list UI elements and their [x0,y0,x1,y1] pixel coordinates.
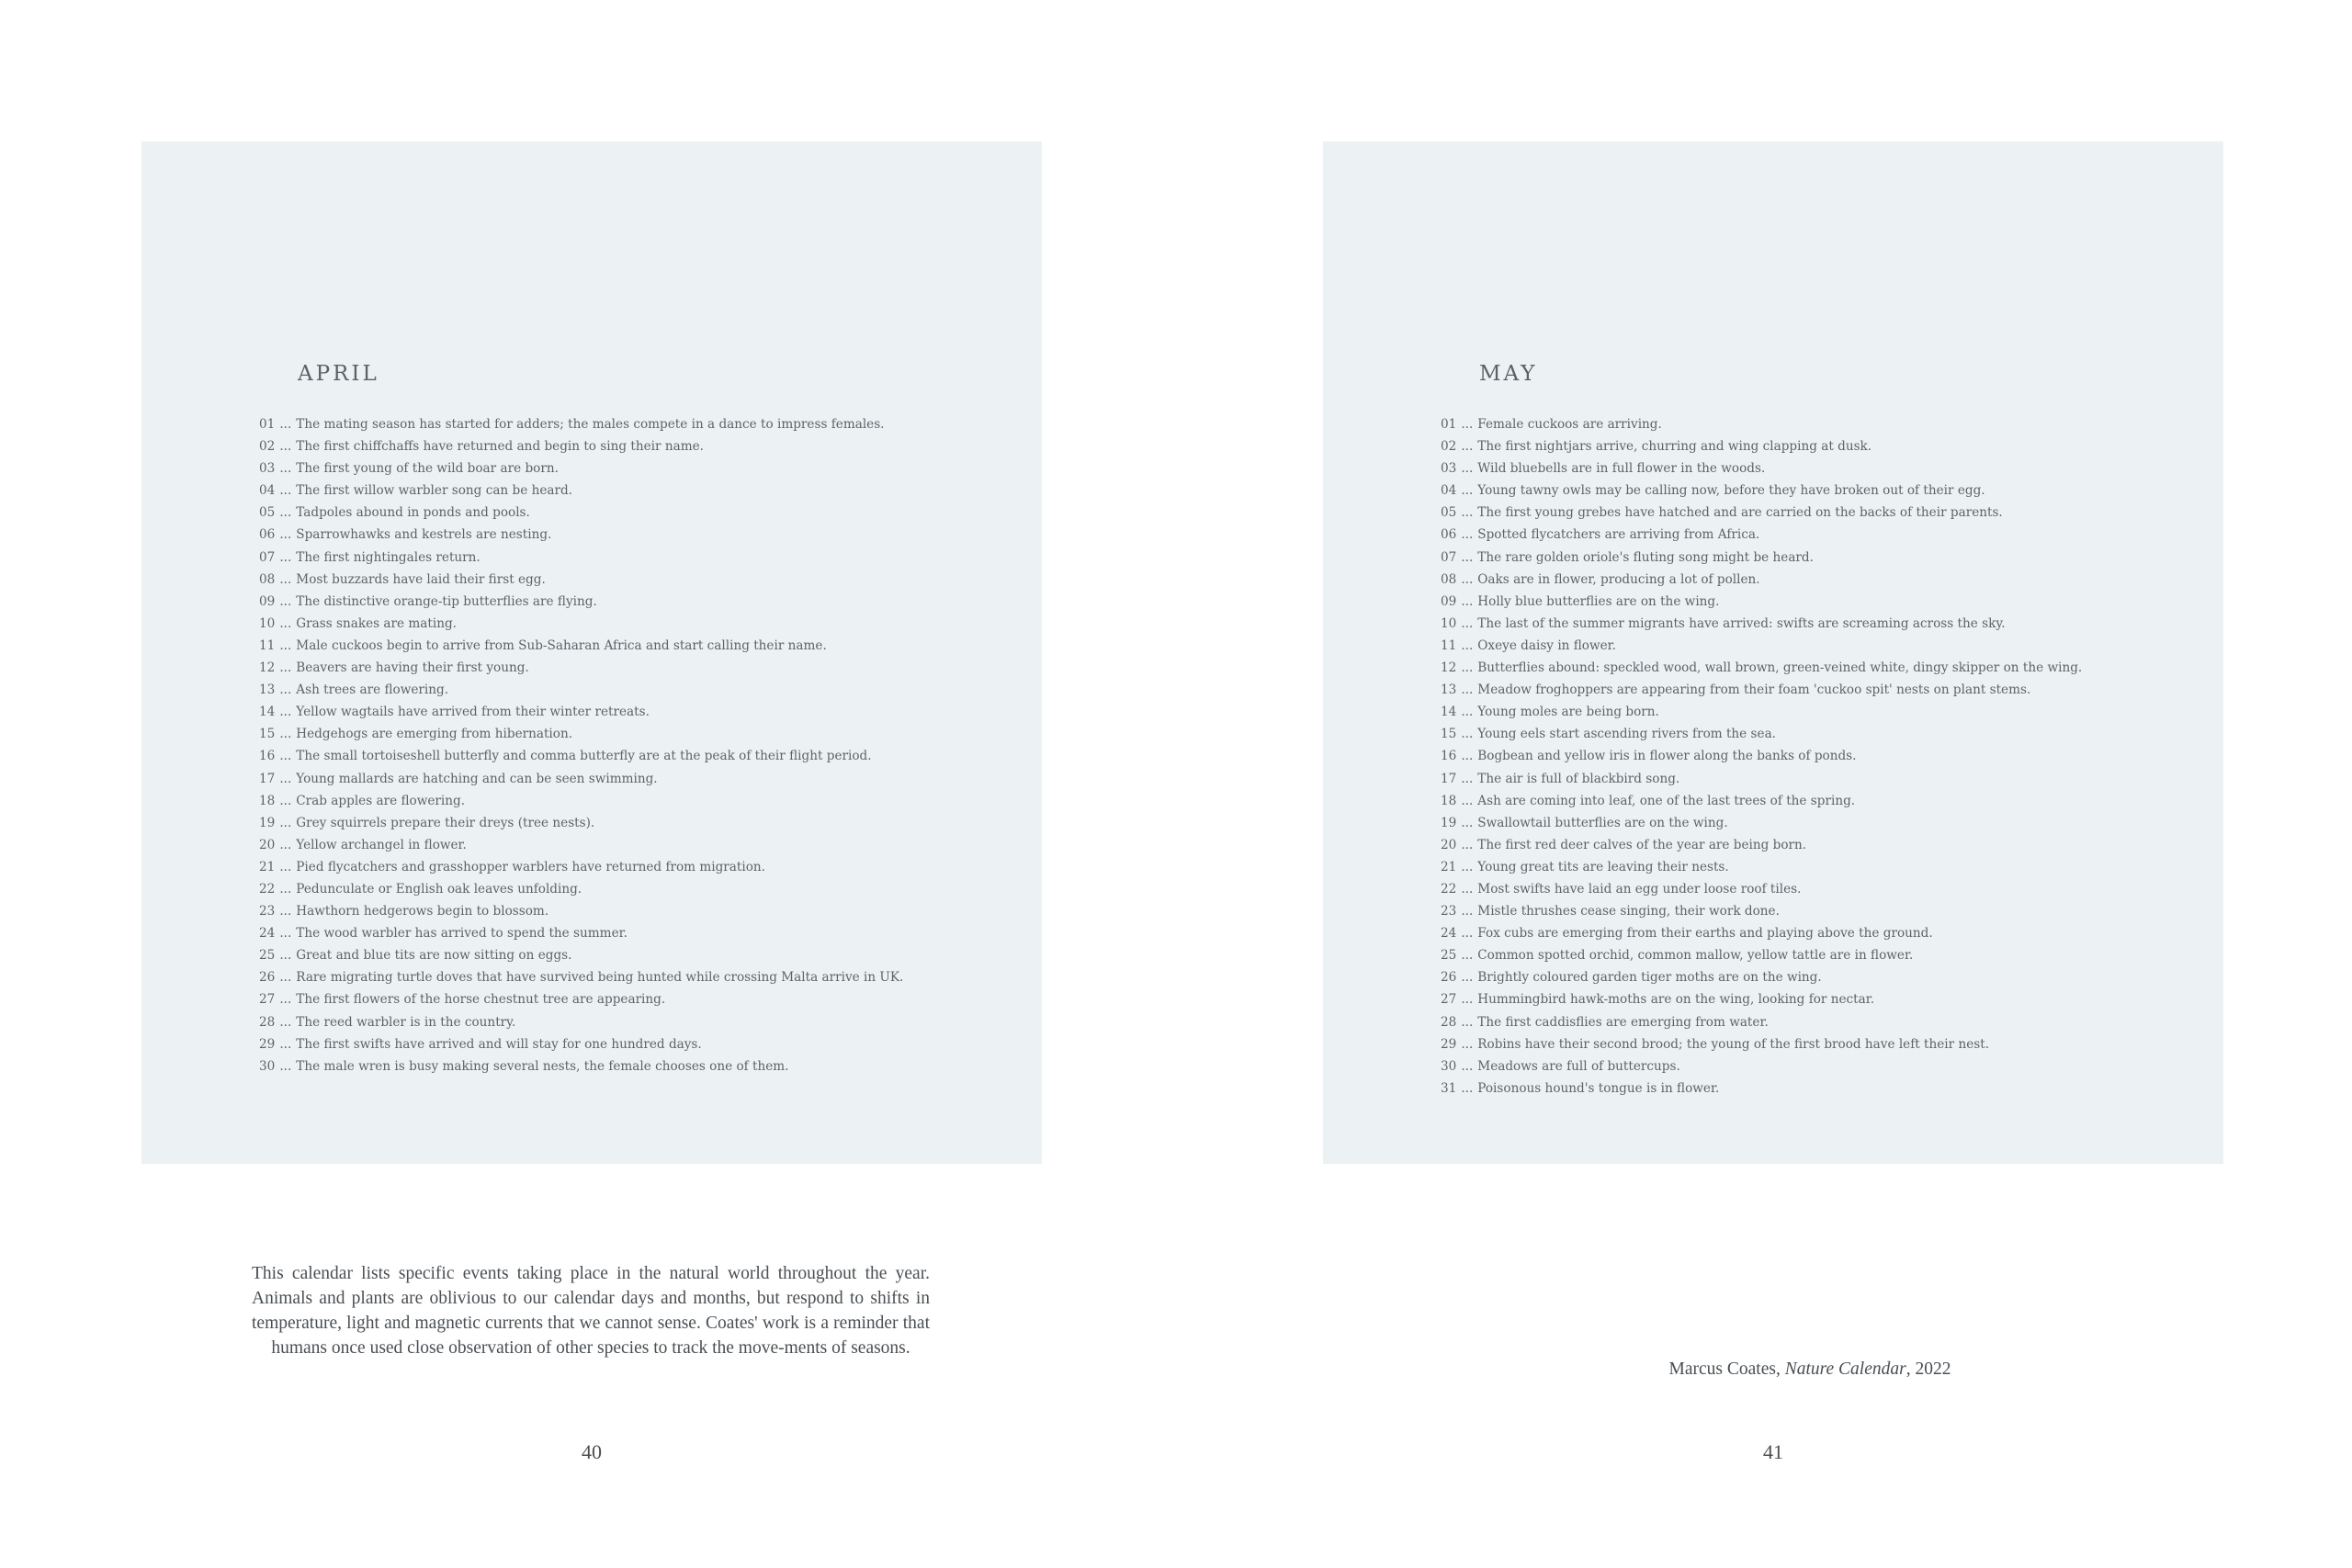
entry-separator: ... [279,727,292,742]
calendar-entry [259,1055,903,1077]
entry-day-number: 19 [259,815,276,830]
entry-text: The first young of the wild boar are born. [296,461,559,477]
entry-separator: ... [279,992,292,1008]
entry-separator: ... [279,1036,292,1052]
calendar-entry [259,457,903,479]
entry-text: Meadow froghoppers are appearing from their foam 'cuckoo spit' nests on plant stems. [1477,682,2031,698]
entry-text: Pied flycatchers and grasshopper warblers have returned from migration. [296,859,765,874]
calendar-entry [259,502,903,524]
entry-day-number: 29 [259,1036,276,1052]
entry-text: The distinctive orange-tip butterflies are flying. [296,593,597,609]
entry-separator: ... [279,1058,292,1074]
entry-separator: ... [1461,505,1474,521]
entry-day-number: 26 [259,970,276,986]
calendar-entry [1441,524,2082,546]
entry-text: Pedunculate or English oak leaves unfolding. [296,881,582,897]
calendar-entry [1441,944,2082,966]
calendar-entry [1441,657,2082,679]
calendar-entry [1441,479,2082,502]
entry-text: Grey squirrels prepare their dreys (tree nests). [296,815,595,830]
entry-separator: ... [1461,970,1474,986]
entry-separator: ... [1461,904,1474,919]
entry-day-number: 04 [259,483,276,499]
entry-separator: ... [279,948,292,964]
entry-text: The first red deer calves of the year are being born. [1477,837,1807,852]
entry-text: Most buzzards have laid their first egg. [296,571,546,587]
entry-text: Poisonous hound's tongue is in flower. [1477,1080,1720,1096]
entry-separator: ... [1461,637,1474,653]
calendar-entry [1441,613,2082,635]
calendar-entry [259,613,903,635]
entry-day-number: 30 [259,1058,276,1074]
entry-text: Oxeye daisy in flower. [1477,637,1616,653]
entry-separator: ... [1461,705,1474,720]
calendar-entry [1441,966,2082,988]
entry-text: Bogbean and yellow iris in flower along the banks of ponds. [1477,749,1857,764]
entry-text: The first willow warbler song can be heard. [296,483,572,499]
entry-day-number: 27 [1441,992,1457,1008]
entry-text: The first swifts have arrived and will stay for one hundred days. [296,1036,702,1052]
entry-text: Rare migrating turtle doves that have survived being hunted while crossing Malta arrive in UK. [296,970,904,986]
entry-day-number: 05 [259,505,276,521]
entry-day-number: 13 [259,682,276,698]
entry-text: The first nightingales return. [296,549,481,565]
calendar-entry [1441,413,2082,435]
calendar-entry [259,569,903,591]
entry-day-number: 26 [1441,970,1457,986]
entry-text: Most swifts have laid an egg under loose roof tiles. [1477,881,1802,897]
entry-day-number: 10 [259,615,276,631]
calendar-entry [259,723,903,745]
entry-text: Meadows are full of buttercups. [1477,1058,1680,1074]
entry-day-number: 09 [1441,593,1457,609]
calendar-entry [259,435,903,457]
entry-separator: ... [279,771,292,786]
credit-year: , 2022 [1905,1359,1951,1379]
entry-separator: ... [279,837,292,852]
entry-text: Young tawny owls may be calling now, before they have broken out of their egg. [1477,483,1985,499]
entry-separator: ... [279,815,292,830]
entry-day-number: 25 [1441,948,1457,964]
calendar-entry [259,479,903,502]
entry-text: The first caddisflies are emerging from water. [1477,1014,1769,1030]
entry-day-number: 23 [1441,904,1457,919]
entry-text: The air is full of blackbird song. [1477,771,1680,786]
caption-text: This calendar lists specific events taking place in the natural world throughout the year. Animals and plants are oblivious to our calendar days and months, but respond to shifts in temperature, light and magnetic currents that we cannot sense. Coates' work is a reminder that humans once used close observation of other species to track the move-ments of seasons. [252,1264,930,1358]
may-entry-list [1441,413,2082,1100]
entry-day-number: 17 [1441,771,1457,786]
entry-separator: ... [1461,1036,1474,1052]
april-calendar-panel [141,141,1042,1164]
entry-text: Hummingbird hawk-moths are on the wing, looking for nectar. [1477,992,1875,1008]
entry-text: Spotted flycatchers are arriving from Africa. [1477,527,1760,543]
entry-text: Great and blue tits are now sitting on eggs. [296,948,572,964]
entry-text: The first young grebes have hatched and are carried on the backs of their parents. [1477,505,2003,521]
entry-separator: ... [279,705,292,720]
calendar-entry [1441,1033,2082,1055]
entry-day-number: 28 [1441,1014,1457,1030]
entry-separator: ... [1461,992,1474,1008]
entry-day-number: 14 [259,705,276,720]
entry-day-number: 15 [1441,727,1457,742]
april-entry-list [259,413,903,1077]
entry-separator: ... [1461,571,1474,587]
entry-day-number: 13 [1441,682,1457,698]
calendar-entry [259,768,903,790]
calendar-entry [1441,635,2082,657]
entry-day-number: 15 [259,727,276,742]
entry-day-number: 23 [259,904,276,919]
calendar-entry [1441,679,2082,701]
calendar-entry [1441,457,2082,479]
entry-text: Butterflies abound: speckled wood, wall brown, green-veined white, dingy skipper on the wing. [1477,660,2083,676]
calendar-entry [1441,988,2082,1010]
calendar-entry [1441,701,2082,723]
entry-day-number: 21 [1441,859,1457,874]
entry-separator: ... [1461,837,1474,852]
calendar-entry [1441,547,2082,569]
entry-text: The wood warbler has arrived to spend the summer. [296,926,628,942]
entry-day-number: 07 [259,549,276,565]
entry-text: Hedgehogs are emerging from hibernation. [296,727,573,742]
calendar-entry [259,1011,903,1033]
calendar-entry [1441,856,2082,878]
entry-text: Common spotted orchid, common mallow, yellow tattle are in flower. [1477,948,1914,964]
entry-text: The rare golden oriole's fluting song might be heard. [1477,549,1814,565]
entry-text: Young great tits are leaving their nests. [1477,859,1729,874]
entry-separator: ... [279,793,292,808]
calendar-entry [1441,812,2082,834]
entry-text: Hawthorn hedgerows begin to blossom. [296,904,549,919]
calendar-entry [1441,591,2082,613]
calendar-entry [1441,768,2082,790]
month-title-april: APRIL [298,362,379,386]
entry-day-number: 12 [259,660,276,676]
entry-separator: ... [1461,749,1474,764]
entry-separator: ... [279,881,292,897]
entry-day-number: 02 [259,439,276,455]
calendar-entry [1441,745,2082,767]
calendar-entry [259,591,903,613]
entry-day-number: 11 [1441,637,1457,653]
entry-day-number: 22 [259,881,276,897]
page-number-left: 40 [582,1440,602,1463]
entry-text: Young eels start ascending rivers from the sea. [1477,727,1776,742]
entry-text: The first nightjars arrive, churring and wing clapping at dusk. [1477,439,1872,455]
artwork-credit [1599,1359,2021,1380]
entry-day-number: 09 [259,593,276,609]
entry-day-number: 01 [259,417,276,432]
entry-text: Wild bluebells are in full flower in the woods. [1477,461,1766,477]
calendar-entry [1441,1055,2082,1077]
entry-separator: ... [279,637,292,653]
entry-text: The first chiffchaffs have returned and begin to sing their name. [296,439,704,455]
entry-separator: ... [1461,549,1474,565]
entry-day-number: 14 [1441,705,1457,720]
entry-day-number: 24 [1441,926,1457,942]
entry-separator: ... [1461,1080,1474,1096]
calendar-entry [1441,1077,2082,1100]
entry-day-number: 21 [259,859,276,874]
calendar-entry [259,966,903,988]
entry-day-number: 27 [259,992,276,1008]
entry-text: Brightly coloured garden tiger moths are on the wing. [1477,970,1822,986]
entry-text: Ash trees are flowering. [296,682,449,698]
entry-text: Sparrowhawks and kestrels are nesting. [296,527,552,543]
calendar-entry [259,834,903,856]
entry-separator: ... [1461,1058,1474,1074]
entry-separator: ... [279,970,292,986]
entry-day-number: 20 [259,837,276,852]
entry-separator: ... [279,1014,292,1030]
entry-day-number: 03 [1441,461,1457,477]
entry-text: The small tortoiseshell butterfly and comma butterfly are at the peak of their flight period. [296,749,872,764]
may-calendar-panel [1323,141,2223,1164]
calendar-entry [1441,502,2082,524]
entry-separator: ... [279,417,292,432]
entry-separator: ... [279,461,292,477]
entry-text: The reed warbler is in the country. [296,1014,516,1030]
entry-day-number: 06 [259,527,276,543]
entry-day-number: 01 [1441,417,1457,432]
entry-separator: ... [279,660,292,676]
calendar-entry [259,944,903,966]
calendar-entry [1441,900,2082,922]
entry-day-number: 17 [259,771,276,786]
entry-separator: ... [279,527,292,543]
calendar-entry [259,878,903,900]
credit-title: Nature Calendar [1784,1359,1906,1379]
entry-day-number: 02 [1441,439,1457,455]
entry-text: Mistle thrushes cease singing, their work done. [1477,904,1780,919]
entry-separator: ... [279,859,292,874]
entry-day-number: 08 [259,571,276,587]
entry-separator: ... [1461,461,1474,477]
entry-text: Tadpoles abound in ponds and pools. [296,505,530,521]
page-number-right: 41 [1763,1440,1783,1463]
calendar-entry [259,988,903,1010]
entry-day-number: 20 [1441,837,1457,852]
entry-text: Male cuckoos begin to arrive from Sub-Saharan Africa and start calling their name. [296,637,827,653]
entry-day-number: 03 [259,461,276,477]
entry-text: Ash are coming into leaf, one of the last trees of the spring. [1477,793,1856,808]
entry-separator: ... [1461,859,1474,874]
entry-separator: ... [279,593,292,609]
entry-text: Female cuckoos are arriving. [1477,417,1662,432]
entry-separator: ... [1461,771,1474,786]
entry-text: Young mallards are hatching and can be seen swimming. [296,771,658,786]
entry-text: Holly blue butterflies are on the wing. [1477,593,1720,609]
entry-day-number: 22 [1441,881,1457,897]
entry-separator: ... [1461,660,1474,676]
entry-text: Crab apples are flowering. [296,793,466,808]
entry-separator: ... [1461,615,1474,631]
calendar-entry [259,745,903,767]
calendar-entry [259,790,903,812]
entry-day-number: 24 [259,926,276,942]
entry-text: The male wren is busy making several nests, the female chooses one of them. [296,1058,789,1074]
calendar-entry [1441,834,2082,856]
calendar-entry [259,856,903,878]
entry-separator: ... [1461,881,1474,897]
entry-separator: ... [1461,727,1474,742]
entry-day-number: 12 [1441,660,1457,676]
calendar-entry [259,812,903,834]
entry-day-number: 06 [1441,527,1457,543]
entry-separator: ... [279,549,292,565]
entry-separator: ... [279,682,292,698]
entry-day-number: 16 [1441,749,1457,764]
entry-day-number: 25 [259,948,276,964]
calendar-entry [259,635,903,657]
calendar-entry [1441,790,2082,812]
month-title-may: MAY [1479,362,1538,386]
entry-day-number: 29 [1441,1036,1457,1052]
entry-separator: ... [1461,926,1474,942]
calendar-entry [1441,435,2082,457]
calendar-entry [259,1033,903,1055]
calendar-entry [1441,878,2082,900]
entry-day-number: 30 [1441,1058,1457,1074]
calendar-entry [259,922,903,944]
entry-separator: ... [279,483,292,499]
entry-day-number: 07 [1441,549,1457,565]
entry-separator: ... [1461,682,1474,698]
entry-separator: ... [279,615,292,631]
entry-separator: ... [1461,948,1474,964]
calendar-entry [1441,723,2082,745]
entry-day-number: 28 [259,1014,276,1030]
entry-day-number: 18 [1441,793,1457,808]
entry-day-number: 31 [1441,1080,1457,1096]
entry-day-number: 18 [259,793,276,808]
entry-day-number: 19 [1441,815,1457,830]
right-page [1176,0,2352,1568]
entry-separator: ... [1461,793,1474,808]
calendar-entry [1441,569,2082,591]
entry-separator: ... [1461,1014,1474,1030]
calendar-entry [259,900,903,922]
entry-text: Robins have their second brood; the young of the first brood have left their nest. [1477,1036,1990,1052]
entry-text: Yellow archangel in flower. [296,837,467,852]
entry-day-number: 11 [259,637,276,653]
calendar-entry [259,657,903,679]
entry-text: The mating season has started for adders; the males compete in a dance to impress females. [296,417,885,432]
calendar-entry [259,679,903,701]
calendar-entry [259,524,903,546]
calendar-entry [1441,1011,2082,1033]
calendar-entry [1441,922,2082,944]
entry-text: The last of the summer migrants have arrived: swifts are screaming across the sky. [1477,615,2006,631]
entry-text: Grass snakes are mating. [296,615,457,631]
entry-day-number: 04 [1441,483,1457,499]
entry-text: Oaks are in flower, producing a lot of pollen. [1477,571,1760,587]
entry-text: The first flowers of the horse chestnut tree are appearing. [296,992,666,1008]
entry-text: Young moles are being born. [1477,705,1659,720]
calendar-entry [259,413,903,435]
entry-separator: ... [279,904,292,919]
entry-separator: ... [279,505,292,521]
entry-text: Yellow wagtails have arrived from their winter retreats. [296,705,650,720]
entry-day-number: 05 [1441,505,1457,521]
entry-separator: ... [1461,593,1474,609]
credit-artist: Marcus Coates, [1668,1359,1781,1379]
entry-separator: ... [1461,417,1474,432]
entry-separator: ... [279,749,292,764]
entry-separator: ... [1461,483,1474,499]
entry-separator: ... [279,439,292,455]
entry-text: Swallowtail butterflies are on the wing. [1477,815,1728,830]
calendar-entry [259,547,903,569]
entry-day-number: 08 [1441,571,1457,587]
entry-day-number: 16 [259,749,276,764]
entry-separator: ... [1461,439,1474,455]
entry-separator: ... [279,571,292,587]
calendar-entry [259,701,903,723]
entry-text: Fox cubs are emerging from their earths and playing above the ground. [1477,926,1933,942]
entry-separator: ... [1461,527,1474,543]
entry-day-number: 10 [1441,615,1457,631]
entry-separator: ... [1461,815,1474,830]
entry-text: Beavers are having their first young. [296,660,529,676]
entry-separator: ... [279,926,292,942]
